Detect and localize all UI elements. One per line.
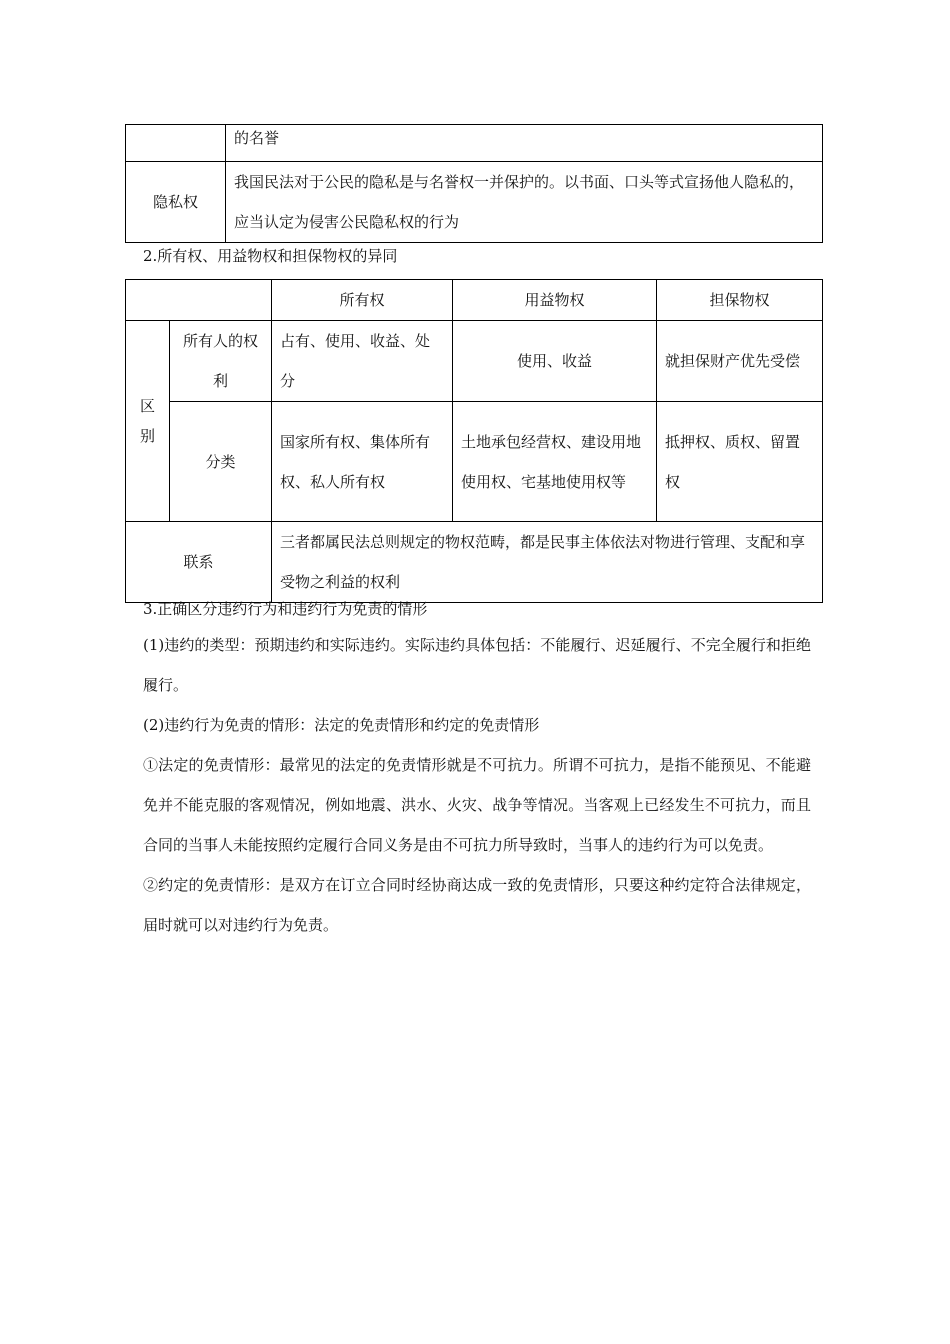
table-cell: 国家所有权、集体所有权、私人所有权 (272, 402, 453, 522)
paragraph: (2)违约行为免责的情形：法定的免责情形和约定的免责情形 (143, 716, 540, 734)
row-content: 我国民法对于公民的隐私是与名誉权一并保护的。以书面、口头等式宣扬他人隐私的，应当认定为侵害公民隐私权的行为 (226, 162, 823, 243)
section-heading: 2.所有权、用益物权和担保物权的异同 (143, 247, 398, 265)
section-body (143, 625, 811, 945)
table-header-row (126, 280, 823, 321)
table-cell: 抵押权、质权、留置权 (657, 402, 823, 522)
table-row (126, 125, 823, 162)
row-label: 隐私权 (126, 162, 226, 243)
property-rights-table (125, 279, 823, 603)
row-label: 分类 (170, 402, 272, 522)
table-cell: 就担保财产优先受偿 (657, 321, 823, 402)
table-cell: 三者都属民法总则规定的物权范畴，都是民事主体依法对物进行管理、支配和享受物之利益的权利 (272, 522, 823, 603)
table-cell: 使用、收益 (453, 321, 657, 402)
row-content: 的名誉 (226, 125, 823, 162)
paragraph: ①法定的免责情形：最常见的法定的免责情形就是不可抗力。所谓不可抗力，是指不能预见、不能避免并不能克服的客观情况，例如地震、洪水、火灾、战争等情况。当客观上已经发生不可抗力，而且合同的当事人未能按照约定履行合同义务是由不可抗力所导致时，当事人的违约行为可以免责。 (143, 756, 811, 854)
privacy-table (125, 124, 823, 243)
table-cell: 占有、使用、收益、处分 (272, 321, 453, 402)
paragraph: (1)违约的类型：预期违约和实际违约。实际违约具体包括：不能履行、迟延履行、不完全履行和拒绝履行。 (143, 636, 811, 694)
table-row (126, 522, 823, 603)
header-cell (126, 280, 272, 321)
header-cell: 担保物权 (657, 280, 823, 321)
header-cell: 所有权 (272, 280, 453, 321)
table-row (126, 162, 823, 243)
section-heading: 3.正确区分违约行为和违约行为免责的情形 (143, 600, 428, 618)
table-cell: 土地承包经营权、建设用地使用权、宅基地使用权等 (453, 402, 657, 522)
row-label (126, 125, 226, 162)
group-label-char: 区 (139, 397, 155, 415)
group-label-char: 别 (139, 427, 155, 445)
table-row (126, 402, 823, 522)
table-row (126, 321, 823, 402)
paragraph: ②约定的免责情形：是双方在订立合同时经协商达成一致的免责情形，只要这种约定符合法律规定，届时就可以对违约行为免责。 (143, 876, 811, 934)
header-cell: 用益物权 (453, 280, 657, 321)
row-label: 联系 (126, 522, 272, 603)
group-label (126, 321, 170, 522)
row-label: 所有人的权利 (170, 321, 272, 402)
